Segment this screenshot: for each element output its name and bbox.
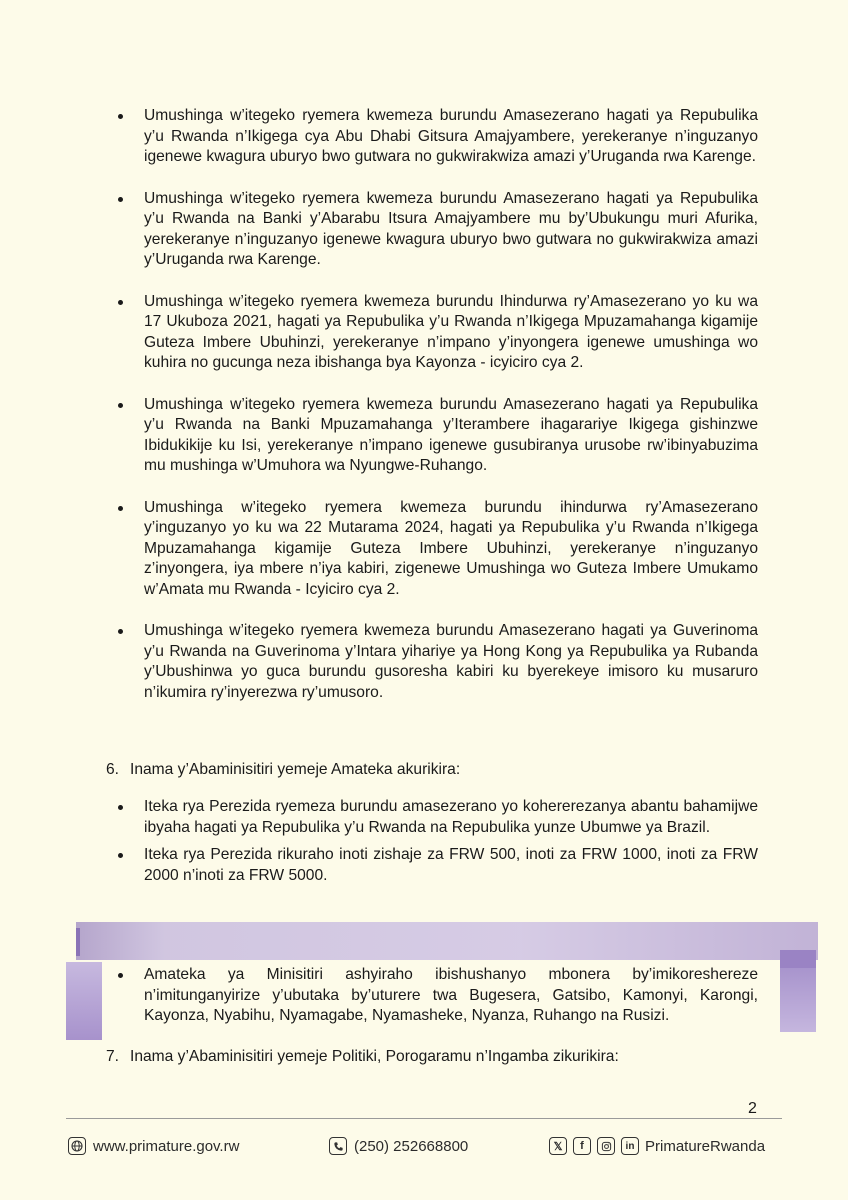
facebook-icon[interactable]: f: [573, 1137, 591, 1155]
instagram-icon[interactable]: [597, 1137, 615, 1155]
section6-bullet-list: [112, 797, 758, 886]
list-item: Umushinga w’itegeko ryemera kwemeza burundu Ihindurwa ry’Amasezerano yo ku wa 17 Ukuboza 2021, hagati ya Repubulika y’u Rwanda n’Ikigega Mpuzamahanga kigamije Guteza Imbere Ubuhinzi, yerekeranye n’impano y’inyongera igenewe umushinga wo kuhira no gucunga neza ibishanga bya Kayonza - icyiciro cya 2.: [112, 292, 758, 374]
section6-title: Inama y’Abaminisitiri yemeje Amateka akurikira:: [130, 761, 461, 778]
website-link[interactable]: www.primature.gov.rw: [93, 1137, 240, 1155]
footer-phone[interactable]: [329, 1134, 468, 1158]
decorative-side-left: [66, 962, 102, 1040]
band-edge-left: [76, 928, 80, 956]
x-icon[interactable]: 𝕏: [549, 1137, 567, 1155]
list-item: Umushinga w’itegeko ryemera kwemeza burundu Amasezerano hagati ya Repubulika y’u Rwanda na Banki y’Abarabu Itsura Amajyambere mu by’Ubukungu muri Afurika, yerekeranye n’inguzanyo igenewe kwagura uburyo bwo gutwara no gukwirakwiza amazi y’Uruganda rwa Karenge.: [112, 189, 758, 271]
decorative-side-right-top: [780, 950, 816, 968]
list-item: Umushinga w’itegeko ryemera kwemeza burundu Amasezerano hagati ya Guverinoma y’u Rwanda na Guverinoma y’Intara yihariye ya Hong Kong ya Repubulika ya Rubanda y’Ubushinwa yo guca burundu gusoresha kabiri ku byerekeye imisoro ku musaruro n’ikumira ry’inyerezwa ry’umusoro.: [112, 621, 758, 703]
footer-social: [549, 1134, 765, 1158]
section6-number: 6.: [106, 761, 120, 778]
section6-bullet-list-continued: [112, 965, 758, 1027]
list-item: Iteka rya Perezida rikuraho inoti zishaje za FRW 500, inoti za FRW 1000, inoti za FRW 2000 n’inoti za FRW 5000.: [112, 845, 758, 886]
page-number: 2: [748, 1100, 757, 1117]
section7-heading: [106, 1047, 619, 1067]
section7-title: Inama y’Abaminisitiri yemeje Politiki, Porogaramu n’Ingamba zikurikira:: [130, 1048, 619, 1065]
list-item: Iteka rya Perezida ryemeza burundu amasezerano yo kohererezanya abantu bahamijwe ibyaha hagati ya Repubulika y’u Rwanda na Repubulika yunze Ubumwe ya Brazil.: [112, 797, 758, 838]
phone-number[interactable]: (250) 252668800: [354, 1137, 469, 1155]
phone-icon: [329, 1137, 347, 1155]
globe-icon: [68, 1137, 86, 1155]
section5-bullet-list: [112, 106, 758, 703]
linkedin-icon[interactable]: in: [621, 1137, 639, 1155]
footer-website[interactable]: [68, 1134, 239, 1158]
decorative-band: [76, 922, 818, 960]
social-handle[interactable]: PrimatureRwanda: [645, 1137, 766, 1155]
list-item: Umushinga w’itegeko ryemera kwemeza burundu Amasezerano hagati ya Repubulika y’u Rwanda na Banki Mpuzamahanga y’Iterambere ihagarariye Ikigega gishinzwe Ibidukikije ku Isi, yerekeranye n’impano igenewe gusubiranya urusobe rw’ibinyabuzima mu mushinga w’Umuhora wa Nyungwe-Ruhango.: [112, 395, 758, 477]
footer-divider: [66, 1118, 782, 1119]
list-item: Umushinga w’itegeko ryemera kwemeza burundu Amasezerano hagati ya Repubulika y’u Rwanda n’Ikigega cya Abu Dhabi Gitsura Amajyambere, yerekeranye n’inguzanyo igenewe kwagura uburyo bwo gutwara no gukwirakwiza amazi y’Uruganda rwa Karenge.: [112, 106, 758, 168]
list-item: Amateka ya Minisitiri ashyiraho ibishushanyo mbonera by’imikoreshereze n’imitunganyirize y’ubutaka by’uturere twa Bugesera, Gatsibo, Kamonyi, Karongi, Kayonza, Nyabihu, Nyamagabe, Nyamasheke, Nyanza, Ruhango na Rusizi.: [112, 965, 758, 1027]
section7-number: 7.: [106, 1048, 120, 1065]
section6-heading: [106, 760, 460, 780]
list-item: Umushinga w’itegeko ryemera kwemeza burundu ihindurwa ry’Amasezerano y’inguzanyo yo ku wa 22 Mutarama 2024, hagati ya Repubulika y’u Rwanda n’Ikigega Mpuzamahanga kigamije Guteza Imbere Ubuhinzi, yerekeranye n’inguzanyo z’inyongera, iya mbere n’iya kabiri, zigenewe Umushinga wo Guteza Imbere Umukamo w’Amata mu Rwanda - Icyiciro cya 2.: [112, 498, 758, 601]
